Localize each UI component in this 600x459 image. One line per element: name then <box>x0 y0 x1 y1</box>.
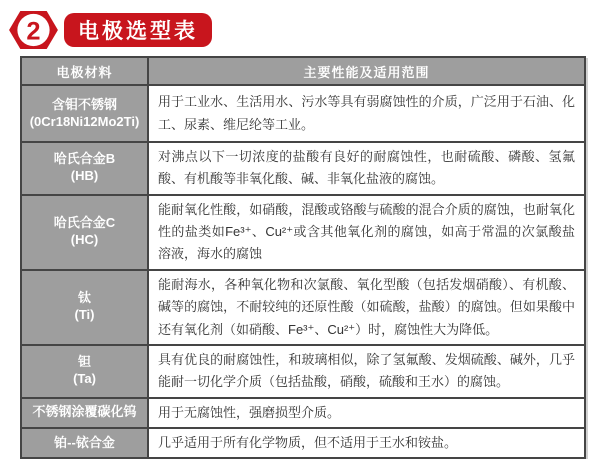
table-header-row <box>21 57 585 85</box>
material-cell <box>21 398 148 428</box>
description-cell: 能耐氧化性酸，如硝酸，混酸或铬酸与硫酸的混合介质的腐蚀，也耐氧化性的盐类如Fe³⁺、Cu²⁺或含其他氧化剂的腐蚀，如高于常温的次氯酸盐溶液，海水的腐蚀 <box>148 195 585 270</box>
material-code: (HB) <box>70 168 99 184</box>
material-name: 不锈钢涂覆碳化钨 <box>32 404 137 420</box>
table-row <box>21 428 585 458</box>
column-header-performance: 主要性能及适用范围 <box>148 57 585 85</box>
table-row <box>21 270 585 345</box>
description-cell: 具有优良的耐腐蚀性，和玻璃相似，除了氢氟酸、发烟硫酸、碱外，几乎能耐一切化学介质（包括盐酸，硝酸，硫酸和王水）的腐蚀。 <box>148 345 585 398</box>
material-code: (HC) <box>70 232 99 248</box>
material-cell <box>21 142 148 195</box>
badge-number: 2 <box>26 17 41 46</box>
table-row <box>21 398 585 428</box>
column-header-material: 电极材料 <box>21 57 148 85</box>
material-cell <box>21 428 148 458</box>
material-name: 铂--铱合金 <box>54 434 115 450</box>
description-cell: 几乎适用于所有化学物质，但不适用于王水和铵盐。 <box>148 428 585 458</box>
material-name: 钽 <box>77 354 91 370</box>
material-name: 钛 <box>77 290 91 306</box>
material-name: 哈氏合金B <box>53 151 116 167</box>
material-cell <box>21 195 148 270</box>
material-cell <box>21 345 148 398</box>
table-row <box>21 85 585 142</box>
material-cell <box>21 85 148 142</box>
description-cell: 用于工业水、生活用水、污水等具有弱腐蚀性的介质，广泛用于石油、化工、尿素、维尼纶等工业。 <box>148 85 585 142</box>
table-row <box>21 142 585 195</box>
table-row <box>21 195 585 270</box>
header-bar <box>0 0 600 53</box>
electrode-selection-table <box>20 56 586 459</box>
material-name: 含钼不锈钢 <box>51 96 117 112</box>
material-code: (Ta) <box>73 371 96 387</box>
description-cell: 用于无腐蚀性，强磨损型介质。 <box>148 398 585 428</box>
table-row <box>21 345 585 398</box>
description-cell: 对沸点以下一切浓度的盐酸有良好的耐腐蚀性，也耐硫酸、磷酸、氢氟酸、有机酸等非氧化酸、碱、非氧化盐液的腐蚀。 <box>148 142 585 195</box>
material-code: (Ti) <box>74 307 95 323</box>
material-name: 哈氏合金C <box>53 215 116 231</box>
page-title: 电极选型表 <box>64 13 212 47</box>
material-cell <box>21 270 148 345</box>
material-code: (0Cr18Ni12Mo2Ti) <box>29 113 140 129</box>
description-cell: 能耐海水，各种氧化物和次氯酸、氧化型酸（包括发烟硝酸）、有机酸、碱等的腐蚀，不耐较纯的还原性酸（如硫酸，盐酸）的腐蚀。但如果酸中还有氧化剂（如硝酸、Fe³⁺、Cu²⁺）时，腐蚀性大为降低。 <box>148 270 585 345</box>
hexagon-number-icon <box>9 9 58 51</box>
